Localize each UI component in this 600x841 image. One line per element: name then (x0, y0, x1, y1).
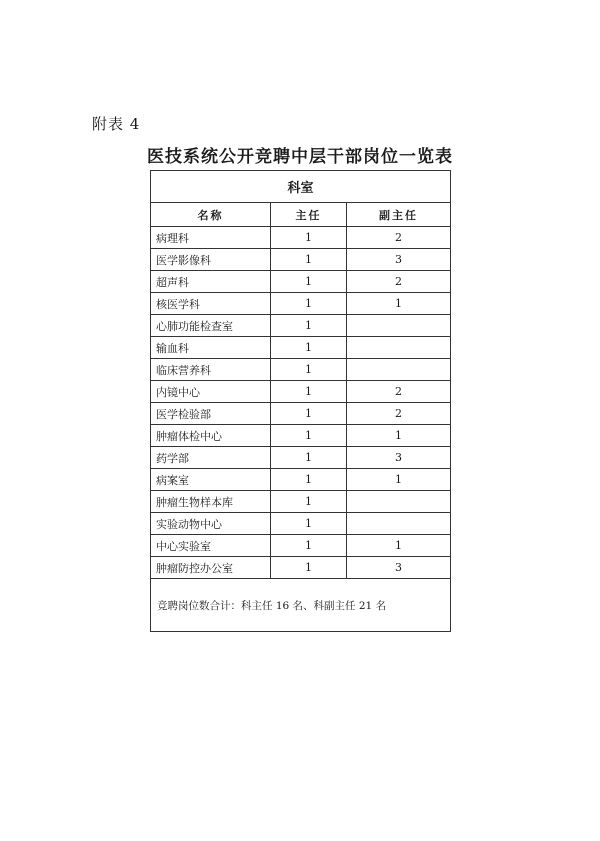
cell-director-count: 1 (271, 337, 347, 359)
table-row (151, 315, 451, 337)
cell-deputy-count: 3 (347, 249, 451, 271)
summary-row (151, 579, 451, 632)
cell-director-count: 1 (271, 403, 347, 425)
cell-deputy-count: 1 (347, 425, 451, 447)
positions-table (150, 170, 451, 632)
cell-deputy-count: 2 (347, 271, 451, 293)
cell-department-name: 实验动物中心 (151, 513, 271, 535)
cell-deputy-count (347, 491, 451, 513)
cell-deputy-count (347, 513, 451, 535)
cell-director-count: 1 (271, 293, 347, 315)
cell-department-name: 核医学科 (151, 293, 271, 315)
cell-deputy-count: 3 (347, 447, 451, 469)
table-row (151, 491, 451, 513)
table-column-header-row (151, 203, 451, 227)
column-header-director: 主任 (271, 203, 347, 227)
cell-department-name: 肿瘤防控办公室 (151, 557, 271, 579)
cell-director-count: 1 (271, 315, 347, 337)
cell-director-count: 1 (271, 425, 347, 447)
cell-deputy-count (347, 359, 451, 381)
cell-department-name: 医学检验部 (151, 403, 271, 425)
cell-department-name: 肿瘤体检中心 (151, 425, 271, 447)
cell-department-name: 心肺功能检查室 (151, 315, 271, 337)
cell-director-count: 1 (271, 271, 347, 293)
table-row (151, 381, 451, 403)
cell-director-count: 1 (271, 381, 347, 403)
table-row (151, 557, 451, 579)
cell-deputy-count: 2 (347, 227, 451, 249)
cell-department-name: 超声科 (151, 271, 271, 293)
cell-director-count: 1 (271, 491, 347, 513)
summary-cell: 竞聘岗位数合计：科主任 16 名、科副主任 21 名 (151, 579, 451, 632)
cell-department-name: 肿瘤生物样本库 (151, 491, 271, 513)
table-group-header-row (151, 171, 451, 203)
cell-director-count: 1 (271, 227, 347, 249)
cell-department-name: 病案室 (151, 469, 271, 491)
cell-deputy-count: 1 (347, 535, 451, 557)
cell-director-count: 1 (271, 249, 347, 271)
cell-department-name: 医学影像科 (151, 249, 271, 271)
column-header-name: 名称 (151, 203, 271, 227)
table-row (151, 535, 451, 557)
group-header-department: 科室 (151, 171, 451, 203)
cell-deputy-count: 3 (347, 557, 451, 579)
table-row (151, 271, 451, 293)
cell-deputy-count: 1 (347, 293, 451, 315)
cell-department-name: 临床营养科 (151, 359, 271, 381)
table-row (151, 337, 451, 359)
table-body (151, 227, 451, 579)
cell-deputy-count (347, 315, 451, 337)
cell-department-name: 输血科 (151, 337, 271, 359)
attachment-label: 附表 4 (92, 115, 141, 133)
cell-deputy-count: 2 (347, 403, 451, 425)
positions-table-container (150, 170, 450, 632)
document-title: 医技系统公开竞聘中层干部岗位一览表 (147, 147, 453, 167)
table-row (151, 403, 451, 425)
table-row (151, 359, 451, 381)
cell-director-count: 1 (271, 557, 347, 579)
cell-director-count: 1 (271, 513, 347, 535)
table-row (151, 513, 451, 535)
table-row (151, 293, 451, 315)
cell-director-count: 1 (271, 447, 347, 469)
table-row (151, 249, 451, 271)
cell-deputy-count: 2 (347, 381, 451, 403)
table-row (151, 227, 451, 249)
cell-deputy-count (347, 337, 451, 359)
table-row (151, 447, 451, 469)
table-row (151, 425, 451, 447)
cell-deputy-count: 1 (347, 469, 451, 491)
column-header-deputy: 副主任 (347, 203, 451, 227)
cell-director-count: 1 (271, 535, 347, 557)
cell-department-name: 中心实验室 (151, 535, 271, 557)
cell-director-count: 1 (271, 469, 347, 491)
cell-department-name: 药学部 (151, 447, 271, 469)
table-row (151, 469, 451, 491)
cell-director-count: 1 (271, 359, 347, 381)
cell-department-name: 病理科 (151, 227, 271, 249)
cell-department-name: 内镜中心 (151, 381, 271, 403)
